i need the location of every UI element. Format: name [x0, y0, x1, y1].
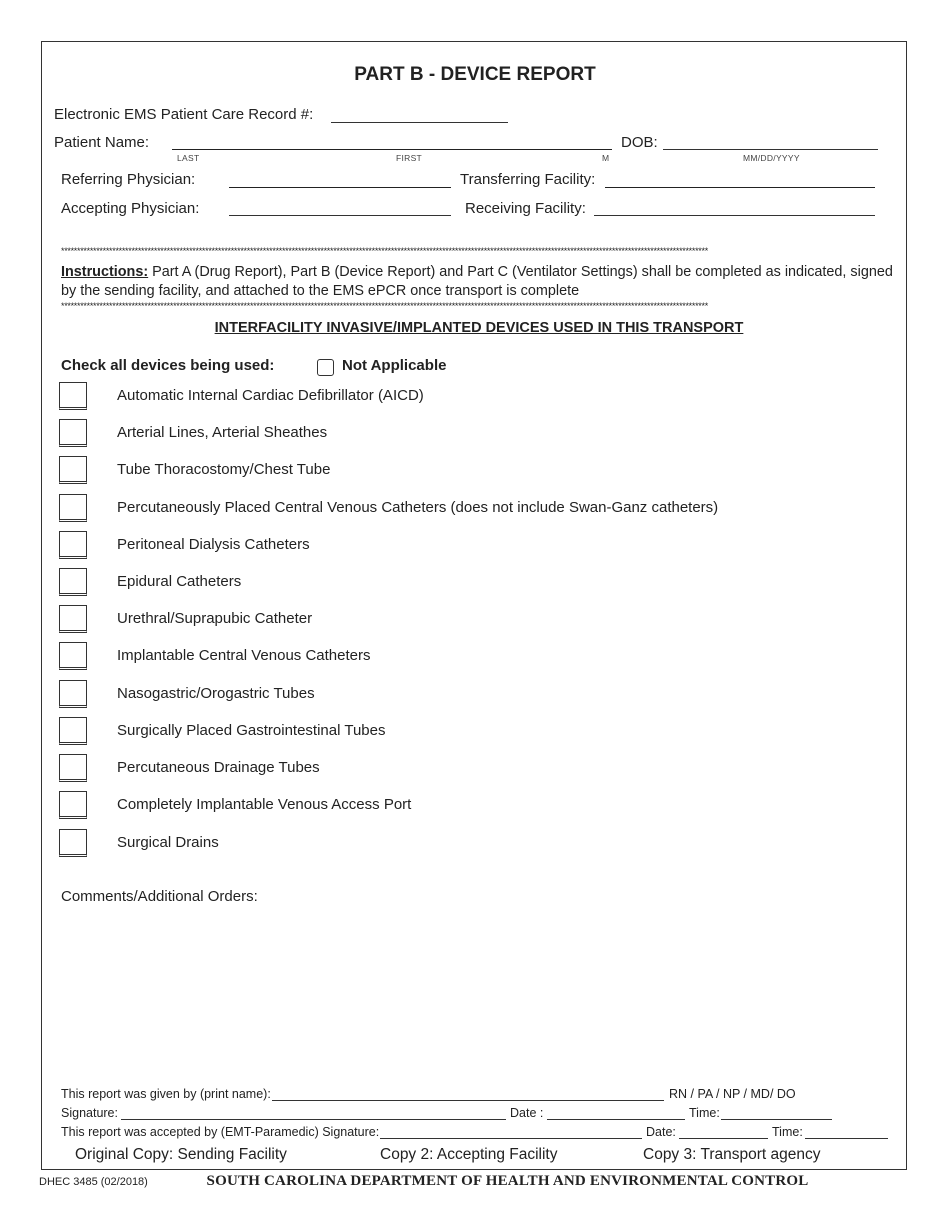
device-label: Epidural Catheters: [117, 573, 242, 590]
accepting-physician-input-line[interactable]: [229, 215, 451, 216]
receiving-facility-input-line[interactable]: [594, 215, 875, 216]
accepted-by-label: This report was accepted by (EMT-Paramedic) Signature:: [61, 1125, 380, 1139]
instructions: [61, 263, 901, 301]
instructions-heading: Instructions:: [61, 264, 149, 280]
device-label: Automatic Internal Cardiac Defibrillator (AICD): [117, 387, 424, 404]
patient-name-label: Patient Name:: [54, 134, 150, 151]
device-checkbox[interactable]: [59, 754, 87, 782]
device-label: Completely Implantable Venous Access Port: [117, 796, 412, 813]
referring-physician-label: Referring Physician:: [61, 171, 196, 188]
patient-name-input-line[interactable]: [172, 149, 612, 150]
accepted-by-input-line[interactable]: [380, 1138, 642, 1139]
accepting-physician-label: Accepting Physician:: [61, 200, 200, 217]
agency-name: SOUTH CAROLINA DEPARTMENT OF HEALTH AND ENVIRONMENTAL CONTROL: [206, 1173, 809, 1189]
check-all-label: Check all devices being used:: [61, 357, 275, 374]
dob-input-line[interactable]: [663, 149, 878, 150]
device-label: Percutaneous Drainage Tubes: [117, 759, 320, 776]
date-input-line[interactable]: [547, 1119, 685, 1120]
device-label: Urethral/Suprapubic Catheter: [117, 610, 313, 627]
device-checkbox[interactable]: [59, 829, 87, 857]
date-label: Date :: [510, 1106, 544, 1120]
copy-3: Copy 3: Transport agency: [643, 1146, 821, 1163]
device-checkbox[interactable]: [59, 494, 87, 522]
device-checkbox[interactable]: [59, 717, 87, 745]
device-label: Tube Thoracostomy/Chest Tube: [117, 461, 331, 478]
transferring-facility-label: Transferring Facility:: [460, 171, 596, 188]
device-checkbox[interactable]: [59, 791, 87, 819]
device-label: Surgically Placed Gastrointestinal Tubes: [117, 722, 386, 739]
epcr-input-line[interactable]: [331, 122, 508, 123]
receiving-facility-label: Receiving Facility:: [465, 200, 586, 217]
instructions-text: Part A (Drug Report), Part B (Device Report) and Part C (Ventilator Settings) shall be completed as indicated, signed by the sending facility, and attached to the EMS ePCR once transport is complete: [61, 264, 893, 299]
form-number: DHEC 3485 (02/2018): [39, 1176, 148, 1188]
given-by-input-line[interactable]: [272, 1100, 664, 1101]
separator-top: **********************************************************************************************************************************************************************************************************: [61, 247, 708, 256]
form-title: PART B - DEVICE REPORT: [354, 64, 596, 85]
date-input-line-2[interactable]: [679, 1138, 768, 1139]
not-applicable-checkbox[interactable]: [317, 359, 334, 376]
device-checkbox[interactable]: [59, 605, 87, 633]
device-checkbox[interactable]: [59, 642, 87, 670]
name-sub-first: FIRST: [396, 153, 423, 163]
signature-label: Signature:: [61, 1106, 118, 1120]
device-label: Implantable Central Venous Catheters: [117, 647, 371, 664]
device-label: Surgical Drains: [117, 834, 219, 851]
time-input-line-2[interactable]: [805, 1138, 888, 1139]
device-label: Nasogastric/Orogastric Tubes: [117, 685, 315, 702]
given-by-label: This report was given by (print name):: [61, 1087, 271, 1101]
device-checkbox[interactable]: [59, 680, 87, 708]
dob-label: DOB:: [621, 134, 658, 151]
time-label-2: Time:: [772, 1125, 803, 1139]
copy-2: Copy 2: Accepting Facility: [380, 1146, 558, 1163]
device-label: Percutaneously Placed Central Venous Catheters (does not include Swan-Ganz catheters): [117, 499, 719, 516]
device-checkbox[interactable]: [59, 456, 87, 484]
device-checkbox[interactable]: [59, 382, 87, 410]
name-sub-last: LAST: [177, 153, 200, 163]
devices-heading: INTERFACILITY INVASIVE/IMPLANTED DEVICES USED IN THIS TRANSPORT: [214, 320, 744, 336]
transferring-facility-input-line[interactable]: [605, 187, 875, 188]
epcr-label: Electronic EMS Patient Care Record #:: [54, 106, 314, 123]
dob-format: MM/DD/YYYY: [743, 153, 800, 163]
signature-input-line[interactable]: [121, 1119, 506, 1120]
device-label: Peritoneal Dialysis Catheters: [117, 536, 310, 553]
device-checkbox[interactable]: [59, 568, 87, 596]
date-label-2: Date:: [646, 1125, 676, 1139]
time-label: Time:: [689, 1106, 720, 1120]
referring-physician-input-line[interactable]: [229, 187, 451, 188]
device-checkbox[interactable]: [59, 419, 87, 447]
name-sub-middle: M: [602, 153, 610, 163]
copy-original: Original Copy: Sending Facility: [75, 1146, 287, 1163]
given-by-roles: RN / PA / NP / MD/ DO: [669, 1087, 796, 1101]
separator-bottom: **********************************************************************************************************************************************************************************************************: [61, 302, 708, 311]
comments-label: Comments/Additional Orders:: [61, 888, 258, 905]
time-input-line[interactable]: [721, 1119, 832, 1120]
not-applicable-label: Not Applicable: [342, 357, 447, 374]
device-label: Arterial Lines, Arterial Sheathes: [117, 424, 328, 441]
device-checkbox[interactable]: [59, 531, 87, 559]
